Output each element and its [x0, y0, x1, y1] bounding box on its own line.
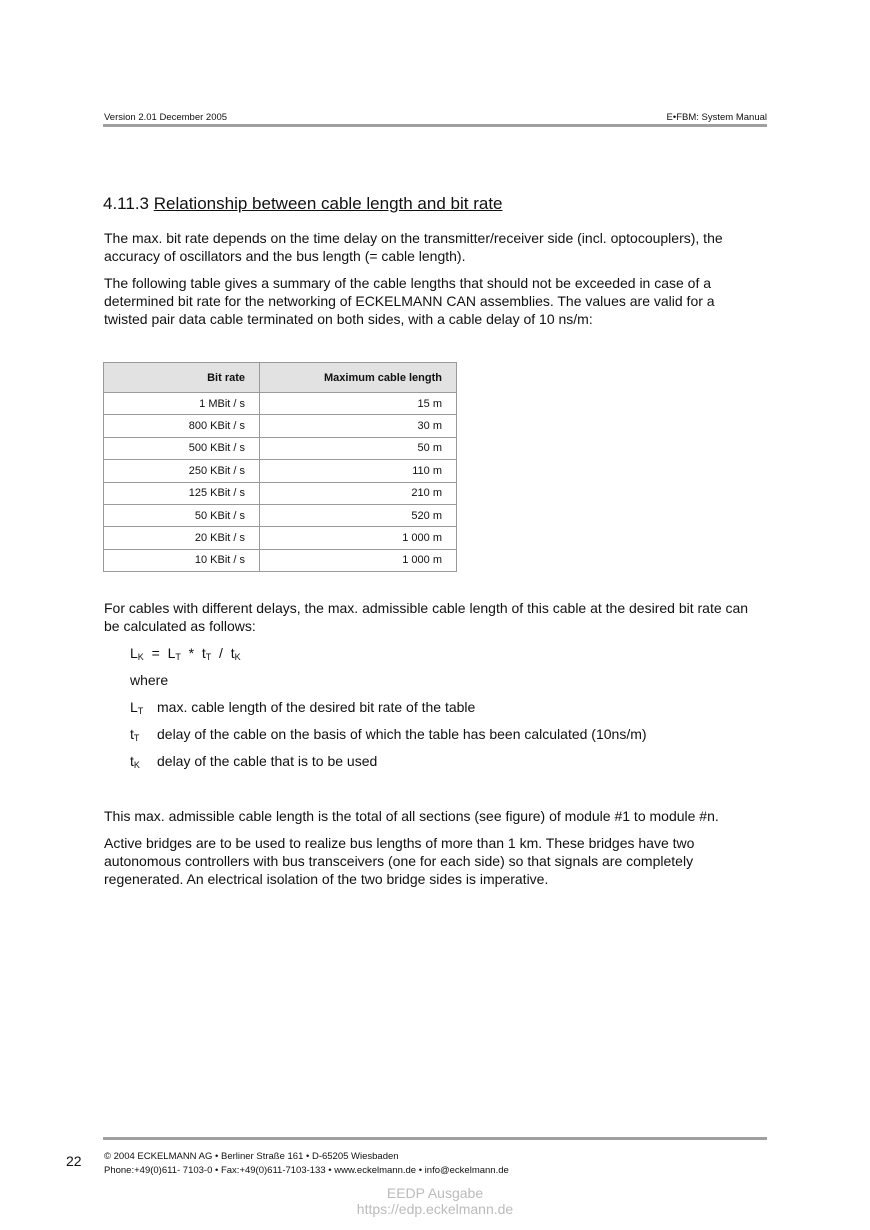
header-version: Version 2.01 December 2005 — [104, 112, 228, 123]
table-row — [104, 504, 457, 526]
max-length-cell: 30 m — [260, 415, 457, 437]
table-row — [104, 437, 457, 459]
paragraph: The following table gives a summary of the cable lengths that should not be exceeded in case of a determined bit rate for the networking of ECKELMANN CAN assemblies. The values are valid for a twisted pair data cable terminated on both sides, with a cable delay of 10 ns/m: — [104, 275, 715, 327]
footer-address: © 2004 ECKELMANN AG • Berliner Straße 161 • D-65205 Wiesbaden — [104, 1151, 399, 1162]
definition-symbol: $t_K$ — [130, 753, 140, 770]
footer-rule — [103, 1137, 767, 1140]
bit-rate-cell: 50 KBit / s — [104, 504, 260, 526]
watermark-url: https://edp.eckelmann.de — [356, 1201, 514, 1217]
bit-rate-cell: 125 KBit / s — [104, 482, 260, 504]
table-row — [104, 393, 457, 415]
footer-contact: Phone:+49(0)611- 7103-0 • Fax:+49(0)611-7103-133 • www.eckelmann.de • info@eckelmann.de — [104, 1165, 509, 1176]
section-title: Relationship between cable length and bit rate — [153, 194, 503, 213]
max-length-cell: 110 m — [260, 460, 457, 482]
section-number: 4.11.3 — [103, 194, 150, 213]
watermark-title: EEDP Ausgabe — [386, 1185, 484, 1201]
max-length-cell: 520 m — [260, 504, 457, 526]
bit-rate-cell: 800 KBit / s — [104, 415, 260, 437]
bit-rate-cell: 1 MBit / s — [104, 393, 260, 415]
page-number: 22 — [66, 1153, 82, 1169]
table-row — [104, 549, 457, 571]
bit-rate-cell: 500 KBit / s — [104, 437, 260, 459]
section-heading — [103, 194, 503, 214]
cable-length-table — [103, 362, 457, 572]
paragraph: For cables with different delays, the max. admissible cable length of this cable at the desired bit rate can be calculated as follows: — [104, 600, 749, 634]
header-rule — [103, 124, 767, 127]
max-length-cell: 1 000 m — [260, 549, 457, 571]
max-length-cell: 1 000 m — [260, 527, 457, 549]
definition-symbol: $t_T$ — [130, 726, 140, 743]
bit-rate-cell: 20 KBit / s — [104, 527, 260, 549]
paragraph: The max. bit rate depends on the time delay on the transmitter/receiver side (incl. optocouplers), the accuracy of oscillators and the bus length (= cable length). — [104, 230, 723, 264]
bit-rate-cell: 10 KBit / s — [104, 549, 260, 571]
paragraph: Active bridges are to be used to realize bus lengths of more than 1 km. These bridges have two autonomous controllers with bus transceivers (one for each side) so that signals are completely regenerated. An electrical isolation of the two bridge sides is imperative. — [104, 835, 695, 887]
column-header: Bit rate — [104, 363, 260, 393]
header-manual-title: E•FBM: System Manual — [666, 112, 767, 123]
formula: $L_K = L_T * t_T / t_K$ — [130, 645, 241, 662]
table-header-row — [104, 363, 457, 393]
max-length-cell: 15 m — [260, 393, 457, 415]
column-header: Maximum cable length — [260, 363, 457, 393]
paragraph: This max. admissible cable length is the total of all sections (see figure) of module #1 to module #n. — [104, 808, 719, 824]
bit-rate-cell: 250 KBit / s — [104, 460, 260, 482]
max-length-cell: 50 m — [260, 437, 457, 459]
table-row — [104, 482, 457, 504]
where-label: where — [130, 672, 169, 688]
max-length-cell: 210 m — [260, 482, 457, 504]
definition-text: delay of the cable that is to be used — [157, 753, 378, 769]
definition-symbol: $L_T$ — [130, 699, 144, 716]
definition-text: max. cable length of the desired bit rate of the table — [157, 699, 476, 715]
table-row — [104, 527, 457, 549]
definition-text: delay of the cable on the basis of which the table has been calculated (10ns/m) — [157, 726, 647, 742]
table-row — [104, 415, 457, 437]
table-row — [104, 460, 457, 482]
